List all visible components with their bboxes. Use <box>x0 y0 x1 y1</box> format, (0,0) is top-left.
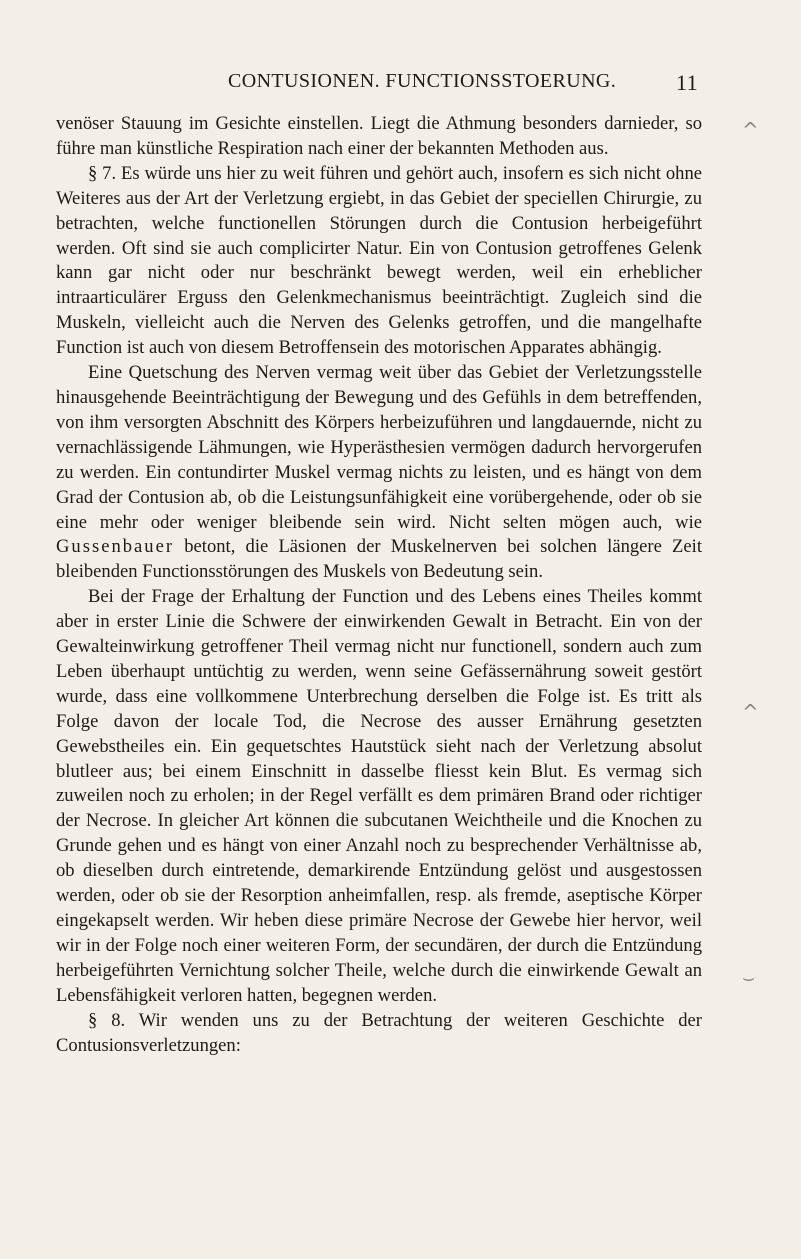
margin-pencil-mark: ^ <box>742 700 759 724</box>
paragraph-continuation: venöser Stauung im Gesichte einstellen. Liegt die Athmung besonders darnieder, so führe man künstliche Respiration nach einer der bekannten Methoden aus. <box>56 113 702 159</box>
paragraph-text-before-name: Eine Quetschung des Nerven vermag weit über das Gebiet der Verletzungsstelle hinausgehende Beeinträchtigung der Bewegung und des Gefühls in dem betreffenden, von ihm versorgten Abschnitt des Körpers herbeizuführen und langdauernde, nicht zu vernachlässigende Lähmungen, wie Hyperästhesien vermögen dadurch hervorgerufen zu werden. Ein contundirter Muskel vermag nichts zu leisten, und es hängt von dem Grad der Contusion ab, ob die Leistungsunfähigkeit eine vorübergehende, oder ob sie eine mehr oder weniger bleibende sein wird. Nicht selten mögen auch, wie <box>56 362 702 533</box>
body-text <box>56 112 702 1058</box>
paragraph-nerve-contusion <box>56 361 702 585</box>
paragraph-section-7: § 7. Es würde uns hier zu weit führen und gehört auch, insofern es sich nicht ohne Weiteres aus der Art der Verletzung ergiebt, in das Gebiet der speciellen Chirurgie, zu betrachten, welche functionellen Störungen durch die Contusion herbeigeführt werden. Oft sind sie auch complicirter Natur. Ein von Contusion getroffenes Gelenk kann gar nicht oder nur beschränkt bewegt werden, weil ein erheblicher intraarticulärer Erguss den Gelenkmechanismus beeinträchtigt. Zugleich sind die Muskeln, vielleicht auch die Nerven des Gelenks getroffen, und die mangelhafte Function ist auch von diesem Betroffensein des motorischen Apparates abhängig. <box>56 162 702 359</box>
paragraph-section-8: § 8. Wir wenden uns zu der Betrachtung der weiteren Geschichte der Contusionsverletzungen: <box>56 1009 702 1056</box>
running-head-title: CONTUSIONEN. FUNCTIONSSTOERUNG. <box>228 70 617 92</box>
paragraph-text-after-name: betont, die Läsionen der Muskelnerven bei solchen längere Zeit bleibenden Functionsstörungen des Muskels von Bedeutung sein. <box>56 536 702 583</box>
author-name: Gussenbauer <box>56 536 175 558</box>
page-number: 11 <box>676 70 698 95</box>
running-head <box>228 70 698 93</box>
paragraph-necrose: Bei der Frage der Erhaltung der Function und des Lebens eines Theiles kommt aber in erster Linie die Schwere der einwirkenden Gewalt in Betracht. Ein von der Gewalteinwirkung getroffener Theil vermag nicht nur functionell, sondern auch zum Leben überhaupt untüchtig zu werden, wenn seine Gefässernährung soweit gestört wurde, dass eine vollkommene Unterbrechung derselben die Folge ist. Es tritt als Folge davon der locale Tod, die Necrose des ausser Ernährung gesetzten Gewebstheiles ein. Ein gequetschtes Hautstück sieht nach der Verletzung absolut blutleer aus; bei einem Einschnitt in dasselbe fliesst kein Blut. Es vermag sich zuweilen noch zu erholen; in der Regel verfällt es dem primären Brand oder richtiger der Necrose. In gleicher Art können die subcutanen Weichtheile und die Knochen zu Grunde gehen und es hängt von einer Anzahl noch zu besprechender Verhältnisse ab, ob dieselben durch eintretende, demarkirende Entzündung gelöst und ausgestossen werden, oder ob sie der Resorption anheimfallen, resp. als fremde, aseptische Körper eingekapselt werden. Wir heben diese primäre Necrose der Gewebe hier hervor, weil wir in der Folge noch einer weiteren Form, der secundären, der durch die Entzündung herbeigeführten Vernichtung solcher Theile, welche durch die einwirkende Gewalt an Lebensfähigkeit verloren hatten, begegnen werden. <box>56 586 702 1006</box>
margin-pencil-mark: ⌣ <box>742 965 756 989</box>
margin-pencil-mark: ^ <box>742 118 759 142</box>
